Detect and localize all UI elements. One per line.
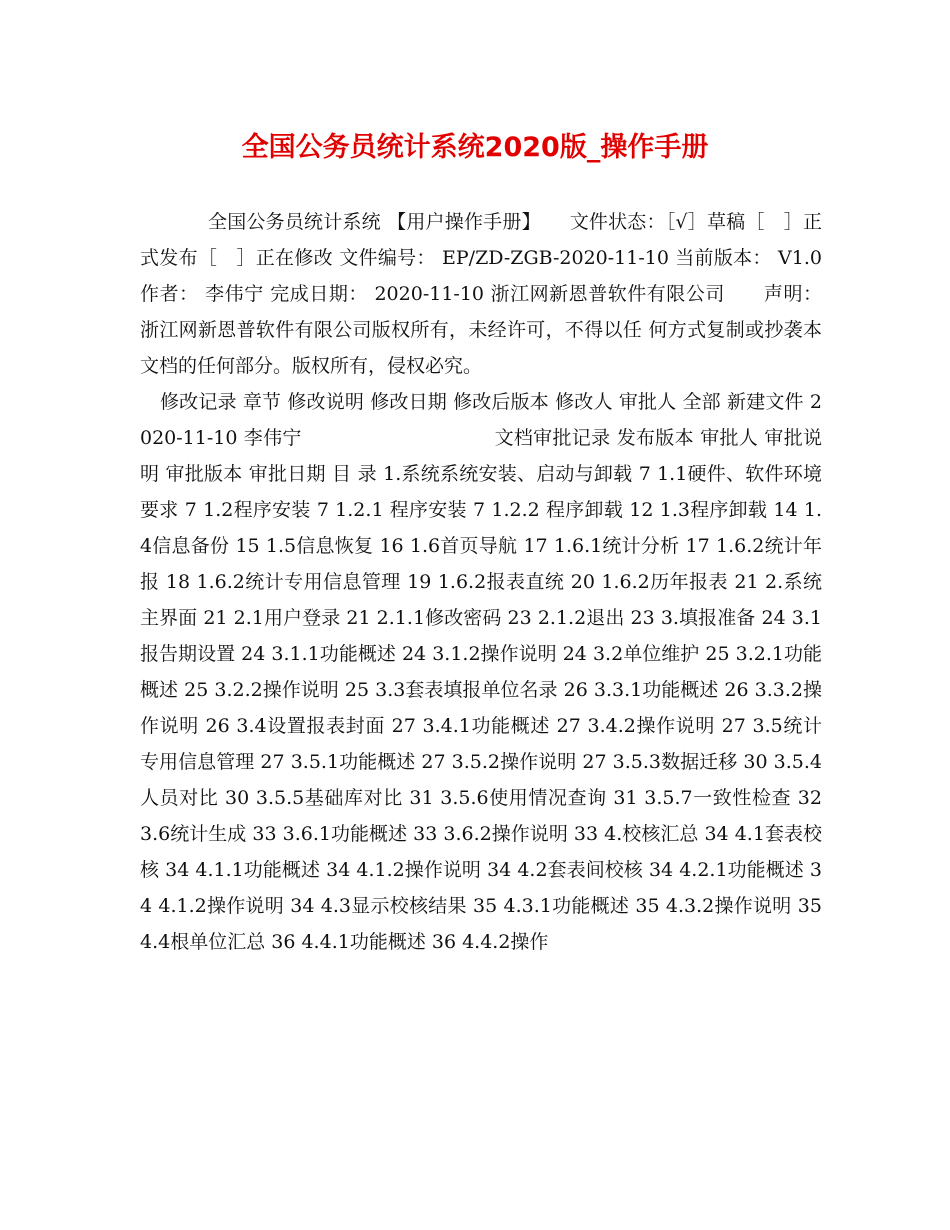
document-body [140, 204, 822, 960]
document-info-paragraph: 全国公务员统计系统 【用户操作手册】 文件状态：［√］草稿［ ］正式发布［ ］正在修改 文件编号： EP/ZD-ZGB-2020-11-10 当前版本： V1.0 作者： 李伟宁 完成日期： 2020-11-10 浙江网新恩普软件有限公司 声明：浙江网新恩普软件有限公司版权所有，未经许可，不得以任 何方式复制或抄袭本文档的任何部分。版权所有，侵权必究。 [140, 211, 822, 377]
revision-and-toc-paragraph: 修改记录 章节 修改说明 修改日期 修改后版本 修改人 审批人 全部 新建文件 2020-11-10 李伟宁 文档审批记录 发布版本 审批人 审批说明 审批版本 审批日期 目 录 1.系统系统安装、启动与卸载 7 1.1硬件、软件环境要求 7 1.2程序安装 7 1.2.1 程序安装 7 1.2.2 程序卸载 12 1.3程序卸载 14 1.4信息备份 15 1.5信息恢复 16 1.6首页导航 17 1.6.1统计分析 17 1.6.2统计年报 18 1.6.2统计专用信息管理 19 1.6.2报表直统 20 1.6.2历年报表 21 2.系统主界面 21 2.1用户登录 21 2.1.1修改密码 23 2.1.2退出 23 3.填报准备 24 3.1报告期设置 24 3.1.1功能概述 24 3.1.2操作说明 24 3.2单位维护 25 3.2.1功能概述 25 3.2.2操作说明 25 3.3套表填报单位名录 26 3.3.1功能概述 26 3.3.2操作说明 26 3.4设置报表封面 27 3.4.1功能概述 27 3.4.2操作说明 27 3.5统计专用信息管理 27 3.5.1功能概述 27 3.5.2操作说明 27 3.5.3数据迁移 30 3.5.4人员对比 30 3.5.5基础库对比 31 3.5.6使用情况查询 31 3.5.7一致性检查 32 3.6统计生成 33 3.6.1功能概述 33 3.6.2操作说明 33 4.校核汇总 34 4.1套表校核 34 4.1.1功能概述 34 4.1.2操作说明 34 4.2套表间校核 34 4.2.1功能概述 34 4.1.2操作说明 34 4.3显示校核结果 35 4.3.1功能概述 35 4.3.2操作说明 35 4.4根单位汇总 36 4.4.1功能概述 36 4.4.2操作 [140, 391, 822, 953]
document-title: 全国公务员统计系统2020版_操作手册 [241, 132, 709, 163]
